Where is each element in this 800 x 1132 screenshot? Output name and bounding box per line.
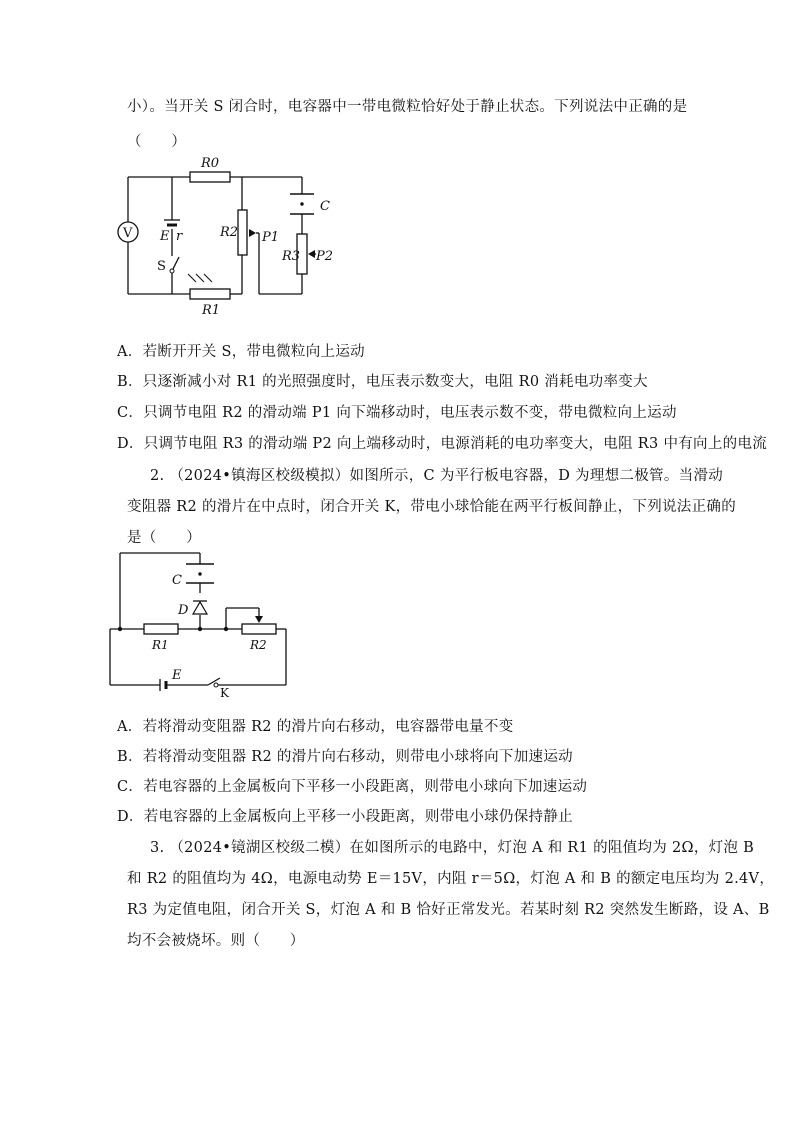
q3-line-2: 和 R2 的阻值均为 4Ω，电源电动势 E＝15V，内阻 r＝5Ω，灯泡 A 和 B 的额定电压均为 2.4V， [127, 871, 775, 887]
label-r: r [176, 229, 183, 244]
label-r2: R2 [220, 225, 239, 240]
r2-resistor [238, 210, 247, 255]
q2-number: 2. [150, 468, 165, 484]
label-r1: R1 [202, 303, 221, 318]
label-p1: P1 [262, 230, 280, 245]
q2-option-a[interactable]: A．若将滑动变阻器 R2 的滑片向右移动，电容器带电量不变 [117, 719, 514, 735]
r2-resistor [242, 624, 276, 634]
q2-option-d[interactable]: D．若电容器的上金属板向上平移一小段距离，则带电小球仍保持静止 [117, 809, 573, 825]
r1-resistor [144, 624, 178, 634]
r0-resistor [190, 172, 230, 182]
diode-d [193, 602, 207, 614]
label-r2: R2 [250, 638, 267, 652]
q3-number: 3. [150, 840, 165, 856]
q2-line-3: 是（ ） [127, 530, 201, 546]
label-e: E [160, 229, 170, 244]
label-s: S [157, 259, 166, 274]
q2-option-c[interactable]: C．若电容器的上金属板向下平移一小段距离，则带电小球向下加速运动 [117, 779, 588, 795]
label-r0: R0 [201, 156, 220, 171]
label-r1: R1 [152, 638, 169, 652]
q1-option-b[interactable]: B．只逐渐减小对 R1 的光照强度时，电压表示数变大，电阻 R0 消耗电功率变大 [117, 374, 648, 390]
q1-option-d[interactable]: D．只调节电阻 R3 的滑动端 P2 向上端移动时，电源消耗的电功率变大，电阻 R3 中有向上的电流 [117, 436, 768, 452]
q3-line-1: 3. （2024•镜湖区校级二模）在如图所示的电路中，灯泡 A 和 R1 的阻值均为 2Ω，灯泡 B [150, 840, 755, 856]
label-k: K [220, 686, 229, 700]
label-r3: R3 [282, 249, 301, 264]
q2-source: （2024•镇海区校级模拟） [169, 468, 350, 484]
label-p2: P2 [316, 249, 334, 264]
q1-answer-paren: （ ） [127, 134, 187, 150]
label-c: C [320, 199, 330, 214]
r1-resistor [190, 289, 230, 299]
q1-option-a[interactable]: A．若断开开关 S，带电微粒向上运动 [117, 344, 365, 360]
label-d: D [178, 603, 189, 618]
label-e: E [172, 668, 182, 683]
q1-option-c[interactable]: C．只调节电阻 R2 的滑动端 P1 向下端移动时，电压表示数不变，带电微粒向上运动 [117, 405, 677, 421]
q3-source: （2024•镜湖区校级二模） [169, 840, 350, 856]
q3-line-3: R3 为定值电阻，闭合开关 S，灯泡 A 和 B 恰好正常发光。若某时刻 R2 突然发生断路，设 A、B [127, 902, 770, 918]
q2-circuit-figure [108, 548, 308, 698]
q2-option-b[interactable]: B．若将滑动变阻器 R2 的滑片向右移动，则带电小球将向下加速运动 [117, 749, 573, 765]
label-c: C [172, 573, 182, 588]
q3-line-4: 均不会被烧坏。则（ ） [127, 933, 305, 949]
q1-circuit-figure [110, 150, 340, 318]
q2-line-1: 2. （2024•镇海区校级模拟）如图所示，C 为平行板电容器，D 为理想二极管。当滑动 [150, 468, 724, 484]
q2-line-2: 变阻器 R2 的滑片在中点时，闭合开关 K，带电小球恰能在两平行板间静止，下列说法正确的 [127, 499, 736, 515]
q1-intro-line: 小）。当开关 S 闭合时，电容器中一带电微粒恰好处于静止状态。下列说法中正确的是 [127, 99, 688, 115]
svg-text:V: V [123, 226, 133, 241]
